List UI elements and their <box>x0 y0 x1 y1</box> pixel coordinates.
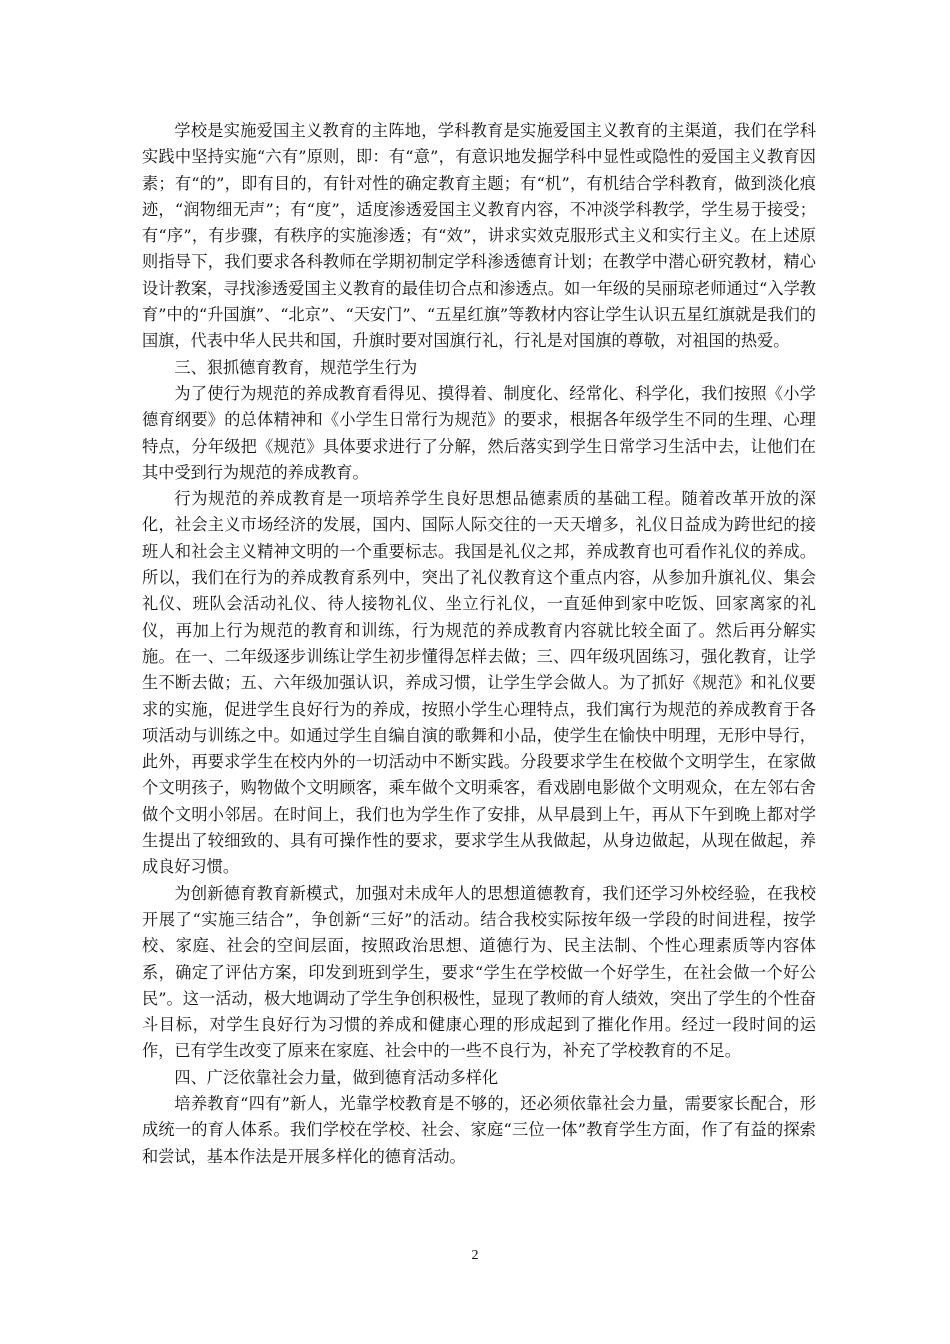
section-heading-four: 四、广泛依靠社会力量，做到德育活动多样化 <box>174 1067 499 1087</box>
paragraph-patriotic-education: 学校是实施爱国主义教育的主阵地，学科教育是实施爱国主义教育的主渠道，我们在学科实践中坚持实施“六有”原则，即：有“意”，有意识地发掘学科中显性或隐性的爱国主义教育因素；有“的”，即有目的，有针对性的确定教育主题；有“机”，有机结合学科教育，做到淡化痕迹，“润物细无声”；有“度”，适度渗透爱国主义教育内容，不冲淡学科教学，学生易于接受；有“序”，有步骤，有秩序的实施渗透；有“效”，讲求实效克服形式主义和实行主义。在上述原则指导下，我们要求各科教师在学期初制定学科渗透德育计划；在教学中潜心研究教材，精心设计教案，寻找渗透爱国主义教育的最佳切合点和渗透点。如一年级的吴丽琼老师通过“入学教育”中的“升国旗”、“北京”、“天安门”、“五星红旗”等教材内容让学生认识五星红旗就是我们的国旗，代表中华人民共和国，升旗时要对国旗行礼，行礼是对国旗的尊敬，对祖国的热爱。 <box>142 121 816 351</box>
paragraph-etiquette-education: 行为规范的养成教育是一项培养学生良好思想品德素质的基础工程。随着改革开放的深化，社会主义市场经济的发展，国内、国际人际交往的一天天增多，礼仪日益成为跨世纪的接班人和社会主义精神文明的一个重要标志。我国是礼仪之邦，养成教育也可看作礼仪的养成。所以，我们在行为的养成教育系列中，突出了礼仪教育这个重点内容，从参加升旗礼仪、集会礼仪、班队会活动礼仪、待人接物礼仪、坐立行礼仪，一直延伸到家中吃饭、回家离家的礼仪，再加上行为规范的教育和训练，行为规范的养成教育内容就比较全面了。然后再分解实施。在一、二年级逐步训练让学生初步懂得怎样去做；三、四年级巩固练习，强化教育，让学生不断去做；五、六年级加强认识，养成习惯，让学生学会做人。为了抓好《规范》和礼仪要求的实施，促进学生良好行为的养成，按照小学生心理特点，我们寓行为规范的养成教育于各项活动与训练之中。如通过学生自编自演的歌舞和小品，使学生在愉快中明理，无形中导行，此外，再要求学生在校内外的一切活动中不断实践。分段要求学生在校做个文明学生，在家做个文明孩子，购物做个文明顾客，乘车做个文明乘客，看戏剧电影做个文明观众，在左邻右舍做个文明小邻居。在时间上，我们也为学生作了安排，从早晨到上午，再从下午到晚上都对学生提出了较细致的、具有可操作性的要求，要求学生从我做起，从身边做起，从现在做起，养成良好习惯。 <box>142 489 816 877</box>
paragraph-three-combination: 为创新德育教育新模式，加强对未成年人的思想道德教育，我们还学习外校经验，在我校开展了“实施三结合”，争创新“三好”的活动。结合我校实际按年级一学段的时间进程，按学校、家庭、社会的空间层面，按照政治思想、道德行为、民主法制、个性心理素质等内容体系，确定了评估方案，印发到班到学生，要求“学生在学校做一个好学生，在社会做一个好公民”。这一活动，极大地调动了学生争创积极性，显现了教师的育人绩效，突出了学生的个性奋斗目标，对学生良好行为习惯的养成和健康心理的形成起到了摧化作用。经过一段时间的运作，已有学生改变了原来在家庭、社会中的一些不良行为，补充了学校教育的不足。 <box>142 883 816 1061</box>
document-body <box>142 118 816 1170</box>
paragraph-social-forces: 培养教育“四有”新人，光靠学校教育是不够的，还必须依靠社会力量，需要家长配合，形成统一的育人体系。我们学校在学校、社会、家庭“三位一体”教育学生方面，作了有益的探索和尝试，基本作法是开展多样化的德育活动。 <box>142 1093 816 1166</box>
paragraph-behavior-norms: 为了使行为规范的养成教育看得见、摸得着、制度化、经常化、科学化，我们按照《小学德育纲要》的总体精神和《小学生日常行为规范》的要求，根据各年级学生不同的生理、心理特点，分年级把《规范》具体要求进行了分解，然后落实到学生日常学习生活中去，让他们在其中受到行为规范的养成教育。 <box>142 383 816 482</box>
section-heading-three: 三、狠抓德育教育，规范学生行为 <box>174 357 418 377</box>
page-number: 2 <box>471 1248 479 1263</box>
